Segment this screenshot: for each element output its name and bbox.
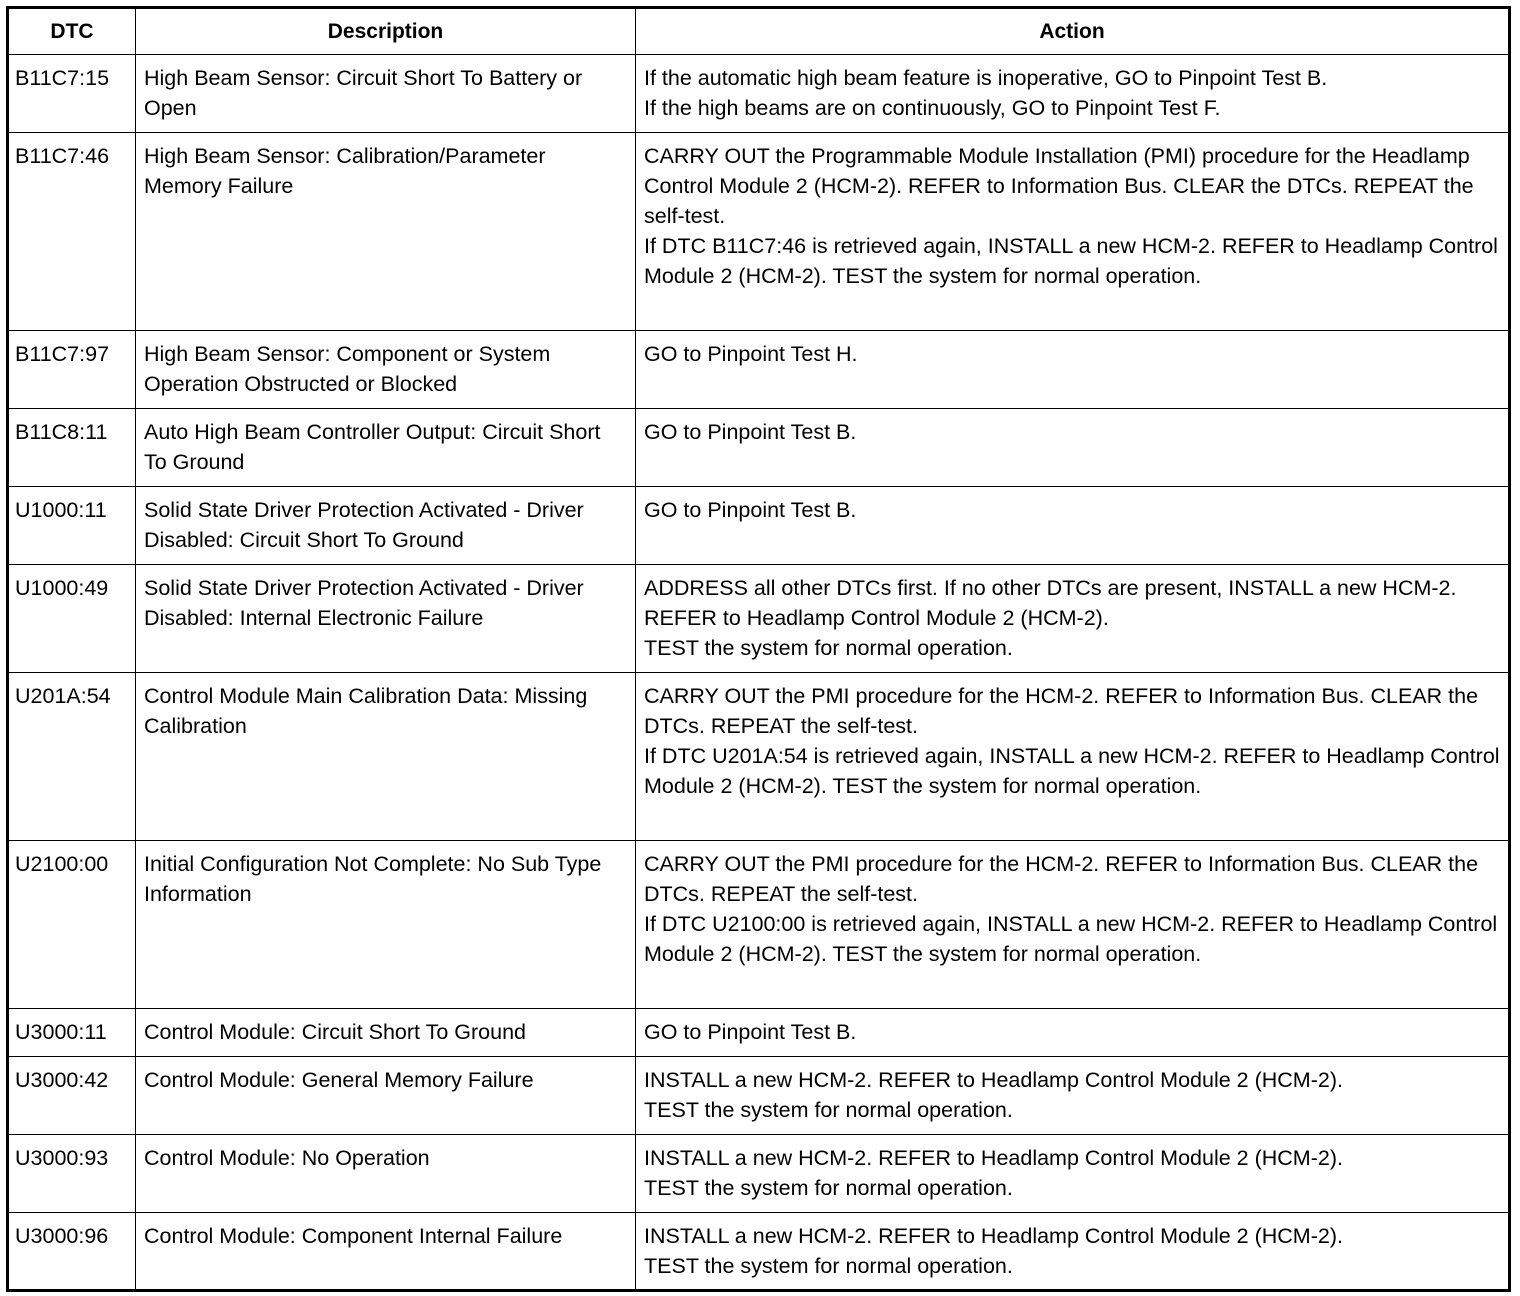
action-line: TEST the system for normal operation. [644,1254,1013,1278]
dtc-description: Control Module: General Memory Failure [136,1057,636,1135]
table-row [8,1009,1510,1057]
action-line: If DTC U2100:00 is retrieved again, INSTALL a new HCM-2. REFER to Headlamp Control Module 2 (HCM-2). TEST the system for normal operation. [644,912,1498,966]
action-line: GO to Pinpoint Test H. [644,342,858,366]
action-line: CARRY OUT the PMI procedure for the HCM-2. REFER to Information Bus. CLEAR the DTCs. REPEAT the self-test. [644,684,1479,738]
action-line: GO to Pinpoint Test B. [644,498,857,522]
action-line: GO to Pinpoint Test B. [644,420,857,444]
dtc-description: Solid State Driver Protection Activated - Driver Disabled: Circuit Short To Ground [136,487,636,565]
dtc-code: B11C7:15 [8,55,136,133]
dtc-code: B11C7:97 [8,331,136,409]
dtc-action [636,565,1510,673]
table-row [8,1057,1510,1135]
action-line: If DTC B11C7:46 is retrieved again, INSTALL a new HCM-2. REFER to Headlamp Control Module 2 (HCM-2). TEST the system for normal operation. [644,234,1498,288]
dtc-code: B11C8:11 [8,409,136,487]
dtc-action [636,841,1510,1009]
dtc-description: Control Module: Circuit Short To Ground [136,1009,636,1057]
table-row [8,487,1510,565]
table-row [8,55,1510,133]
action-line: ADDRESS all other DTCs first. If no other DTCs are present, INSTALL a new HCM-2. REFER to Headlamp Control Module 2 (HCM-2). [644,576,1457,630]
dtc-description: High Beam Sensor: Calibration/Parameter Memory Failure [136,133,636,331]
dtc-table [6,6,1511,1292]
dtc-action [636,1135,1510,1213]
dtc-table-container [6,6,1508,1292]
table-row [8,409,1510,487]
dtc-action [636,133,1510,331]
dtc-action [636,409,1510,487]
dtc-code: U3000:93 [8,1135,136,1213]
dtc-code: U201A:54 [8,673,136,841]
action-line: GO to Pinpoint Test B. [644,1020,857,1044]
table-row [8,1135,1510,1213]
dtc-code: U3000:96 [8,1213,136,1291]
dtc-action [636,487,1510,565]
dtc-code: B11C7:46 [8,133,136,331]
action-line: INSTALL a new HCM-2. REFER to Headlamp Control Module 2 (HCM-2). [644,1146,1343,1170]
table-row [8,673,1510,841]
dtc-action [636,1057,1510,1135]
action-line: If DTC U201A:54 is retrieved again, INSTALL a new HCM-2. REFER to Headlamp Control Module 2 (HCM-2). TEST the system for normal operation. [644,744,1500,798]
table-row [8,133,1510,331]
dtc-code: U3000:11 [8,1009,136,1057]
dtc-code: U2100:00 [8,841,136,1009]
table-row [8,841,1510,1009]
dtc-description: High Beam Sensor: Component or System Operation Obstructed or Blocked [136,331,636,409]
dtc-code: U3000:42 [8,1057,136,1135]
action-line: If the automatic high beam feature is inoperative, GO to Pinpoint Test B. [644,66,1328,90]
dtc-action [636,55,1510,133]
dtc-description: High Beam Sensor: Circuit Short To Battery or Open [136,55,636,133]
dtc-action [636,1009,1510,1057]
header-dtc: DTC [8,8,136,55]
dtc-action [636,673,1510,841]
dtc-description: Control Module: Component Internal Failure [136,1213,636,1291]
dtc-code: U1000:49 [8,565,136,673]
table-row [8,1213,1510,1291]
dtc-description: Initial Configuration Not Complete: No Sub Type Information [136,841,636,1009]
action-line: INSTALL a new HCM-2. REFER to Headlamp Control Module 2 (HCM-2). [644,1068,1343,1092]
dtc-action [636,1213,1510,1291]
action-line: TEST the system for normal operation. [644,1176,1013,1200]
dtc-description: Control Module Main Calibration Data: Missing Calibration [136,673,636,841]
dtc-description: Solid State Driver Protection Activated - Driver Disabled: Internal Electronic Failure [136,565,636,673]
action-line: CARRY OUT the PMI procedure for the HCM-2. REFER to Information Bus. CLEAR the DTCs. REPEAT the self-test. [644,852,1479,906]
action-line: TEST the system for normal operation. [644,1098,1013,1122]
dtc-description: Auto High Beam Controller Output: Circuit Short To Ground [136,409,636,487]
action-line: If the high beams are on continuously, GO to Pinpoint Test F. [644,96,1221,120]
dtc-action [636,331,1510,409]
dtc-code: U1000:11 [8,487,136,565]
header-action: Action [636,8,1510,55]
table-header-row [8,8,1510,55]
table-row [8,565,1510,673]
dtc-description: Control Module: No Operation [136,1135,636,1213]
action-line: INSTALL a new HCM-2. REFER to Headlamp Control Module 2 (HCM-2). [644,1224,1343,1248]
action-line: TEST the system for normal operation. [644,636,1013,660]
table-row [8,331,1510,409]
table-body [8,55,1510,1291]
action-line: CARRY OUT the Programmable Module Installation (PMI) procedure for the Headlamp Control Module 2 (HCM-2). REFER to Information Bus. CLEAR the DTCs. REPEAT the self-test. [644,144,1474,228]
header-description: Description [136,8,636,55]
